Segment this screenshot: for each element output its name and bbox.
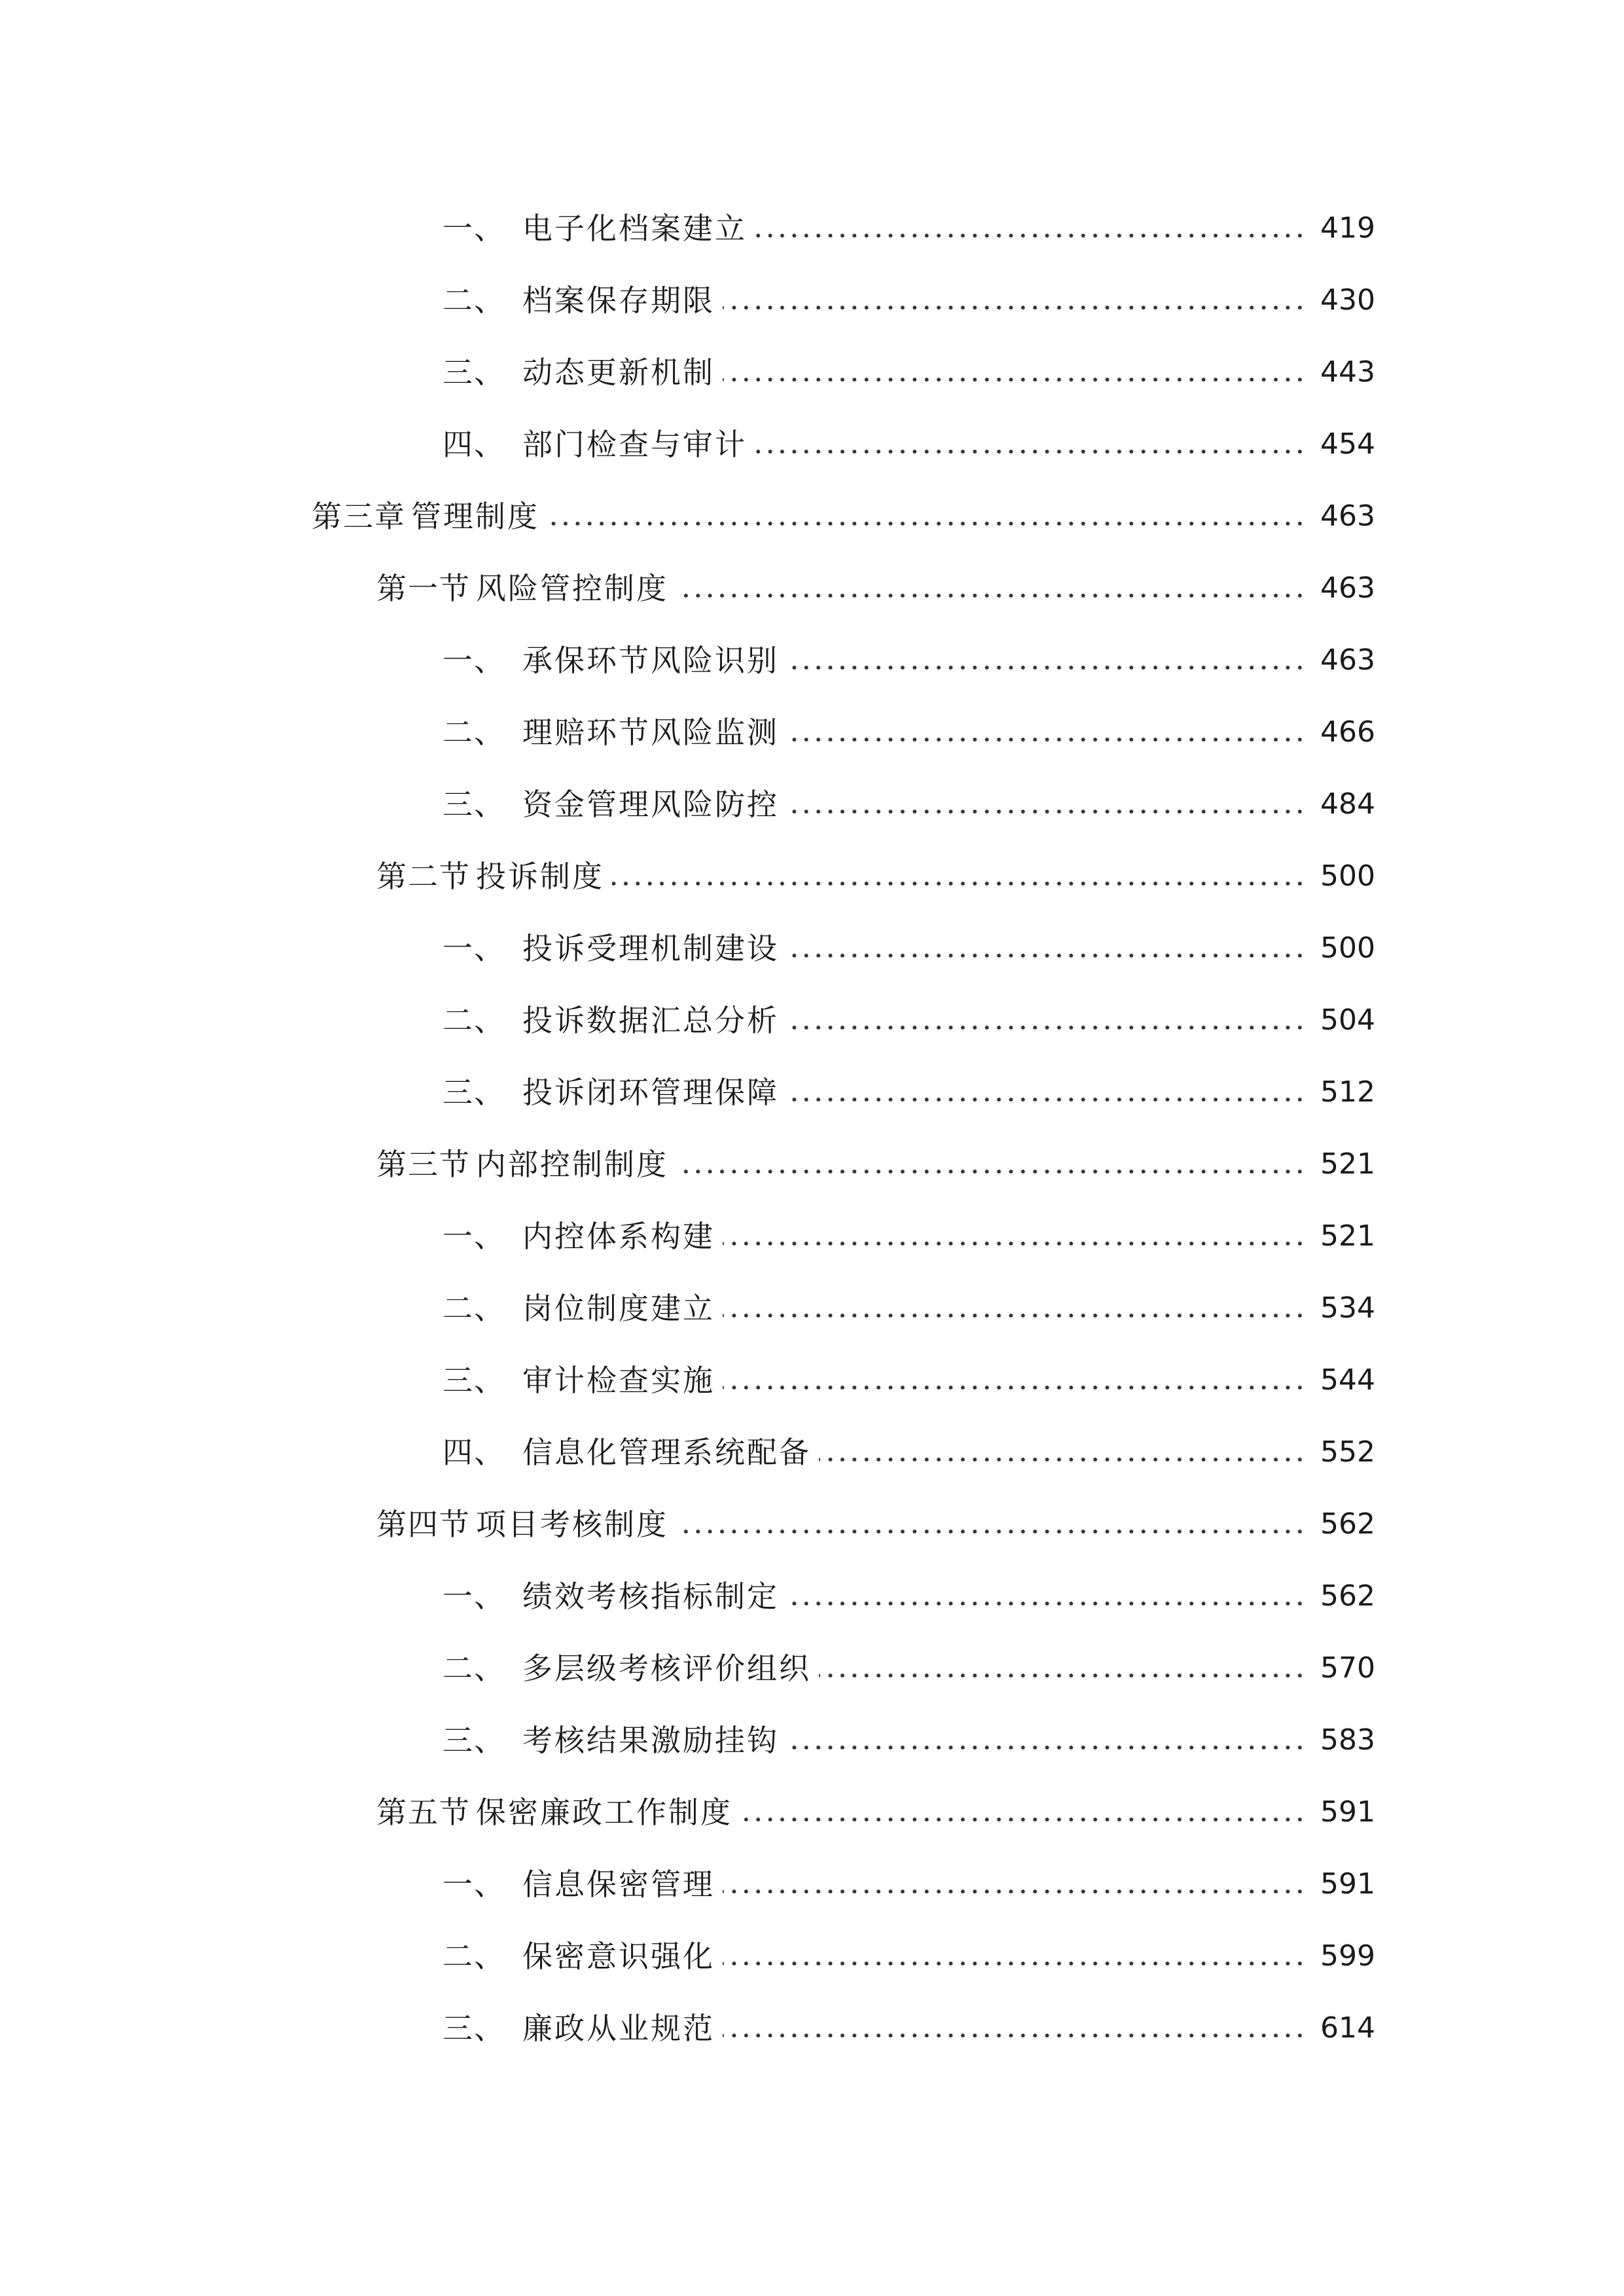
dot-leader (787, 664, 1306, 671)
toc-entry[interactable] (442, 346, 1375, 399)
dot-leader (787, 952, 1306, 959)
toc-entry-title: 岗位制度建立 (522, 1291, 715, 1326)
toc-entry-title: 管理制度 (411, 499, 539, 534)
toc-entry-page: 430 (1320, 283, 1375, 317)
toc-chapter-entry[interactable] (312, 490, 1375, 543)
toc-entry-title: 信息保密管理 (522, 1867, 715, 1902)
toc-entry-number: 第五节 (376, 1795, 471, 1830)
toc-entry-page: 500 (1320, 859, 1375, 893)
toc-entry-title: 承保环节风险识别 (522, 643, 779, 678)
toc-entry-number: 二、 (442, 1939, 505, 1974)
toc-entry-page: 552 (1320, 1435, 1375, 1469)
toc-entry-page: 463 (1320, 571, 1375, 605)
toc-entry-page: 614 (1320, 2011, 1375, 2045)
toc-entry-page: 466 (1320, 715, 1375, 749)
toc-entry[interactable] (442, 778, 1375, 831)
dot-leader (547, 520, 1306, 527)
toc-entry[interactable] (442, 706, 1375, 759)
dot-leader (612, 880, 1306, 887)
toc-entry-page: 504 (1320, 1003, 1375, 1037)
toc-entry-page: 599 (1320, 1939, 1375, 1973)
dot-leader (723, 1384, 1306, 1391)
toc-entry-page: 463 (1320, 643, 1375, 677)
toc-entry-title: 内部控制制度 (476, 1147, 668, 1182)
toc-entry-page: 591 (1320, 1795, 1375, 1829)
toc-entry-page: 562 (1320, 1579, 1375, 1613)
toc-entry-number: 三、 (442, 1363, 505, 1398)
dot-leader (723, 1960, 1306, 1967)
dot-leader (787, 1600, 1306, 1607)
toc-entry[interactable] (442, 202, 1375, 255)
toc-entry-title: 投诉数据汇总分析 (522, 1003, 779, 1038)
toc-entry-number: 二、 (442, 1651, 505, 1686)
toc-entry[interactable] (442, 1570, 1375, 1623)
toc-section-entry[interactable] (376, 1786, 1375, 1839)
toc-entry-page: 454 (1320, 427, 1375, 461)
toc-entry-number: 一、 (442, 211, 505, 246)
dot-leader (819, 1456, 1306, 1463)
dot-leader (723, 1240, 1306, 1247)
dot-leader (787, 736, 1306, 743)
toc-entry-number: 一、 (442, 643, 505, 678)
toc-entry[interactable] (442, 922, 1375, 975)
toc-entry-number: 二、 (442, 283, 505, 318)
toc-entry-number: 一、 (442, 931, 505, 966)
toc-entry-page: 562 (1320, 1507, 1375, 1541)
toc-entry-page: 544 (1320, 1363, 1375, 1397)
toc-entry-page: 500 (1320, 931, 1375, 965)
toc-entry-title: 考核结果激励挂钩 (522, 1723, 779, 1758)
dot-leader (723, 304, 1306, 311)
dot-leader (787, 1744, 1306, 1751)
toc-entry-title: 投诉制度 (476, 859, 604, 894)
toc-entry-title: 电子化档案建立 (522, 211, 747, 246)
dot-leader (676, 1168, 1306, 1175)
toc-entry-page: 521 (1320, 1147, 1375, 1181)
toc-section-entry[interactable] (376, 1138, 1375, 1191)
dot-leader (755, 448, 1306, 455)
toc-entry-number: 二、 (442, 1003, 505, 1038)
toc-entry[interactable] (442, 418, 1375, 471)
dot-leader (676, 592, 1306, 599)
toc-entry[interactable] (442, 1426, 1375, 1479)
toc-entry-title: 内控体系构建 (522, 1219, 715, 1254)
dot-leader (676, 1528, 1306, 1535)
toc-entry-number: 一、 (442, 1219, 505, 1254)
toc-entry-title: 动态更新机制 (522, 355, 715, 390)
toc-entry[interactable] (442, 994, 1375, 1047)
toc-entry-number: 三、 (442, 2011, 505, 2046)
toc-entry-page: 484 (1320, 787, 1375, 821)
toc-entry-page: 521 (1320, 1219, 1375, 1253)
toc-entry-number: 四、 (442, 1435, 505, 1470)
toc-entry-title: 信息化管理系统配备 (522, 1435, 811, 1470)
dot-leader (787, 1024, 1306, 1031)
toc-entry[interactable] (442, 634, 1375, 687)
toc-entry-number: 第二节 (376, 859, 471, 894)
toc-entry[interactable] (442, 1930, 1375, 1982)
toc-entry-number: 一、 (442, 1867, 505, 1902)
toc-entry-title: 项目考核制度 (476, 1507, 668, 1542)
toc-entry-title: 绩效考核指标制定 (522, 1579, 779, 1614)
toc-entry-title: 部门检查与审计 (522, 427, 747, 462)
dot-leader (740, 1816, 1306, 1823)
toc-entry-number: 三、 (442, 355, 505, 390)
toc-entry[interactable] (442, 1282, 1375, 1335)
dot-leader (787, 808, 1306, 815)
toc-entry-page: 570 (1320, 1651, 1375, 1685)
toc-entry-number: 第一节 (376, 571, 471, 606)
dot-leader (723, 1312, 1306, 1319)
toc-entry-number: 三、 (442, 1723, 505, 1758)
toc-entry-title: 保密意识强化 (522, 1939, 715, 1974)
toc-entry-title: 廉政从业规范 (522, 2011, 715, 2046)
dot-leader (723, 2032, 1306, 2039)
toc-entry[interactable] (442, 1714, 1375, 1767)
toc-entry[interactable] (442, 2002, 1375, 2054)
toc-entry-page: 591 (1320, 1867, 1375, 1901)
toc-entry-title: 多层级考核评价组织 (522, 1651, 811, 1686)
toc-entry-page: 463 (1320, 499, 1375, 533)
toc-entry-number: 第四节 (376, 1507, 471, 1542)
toc-entry-number: 第三章 (312, 499, 406, 534)
dot-leader (819, 1672, 1306, 1679)
toc-entry[interactable] (442, 1210, 1375, 1263)
toc-entry-title: 审计检查实施 (522, 1363, 715, 1398)
toc-entry-number: 二、 (442, 715, 505, 750)
toc-entry-number: 三、 (442, 787, 505, 822)
toc-entry[interactable] (442, 1642, 1375, 1695)
toc-entry-title: 资金管理风险防控 (522, 787, 779, 822)
toc-entry-title: 投诉受理机制建设 (522, 931, 779, 966)
toc-entry-title: 档案保存期限 (522, 283, 715, 318)
toc-entry[interactable] (442, 274, 1375, 327)
toc-entry[interactable] (442, 1858, 1375, 1910)
toc-entry[interactable] (442, 1354, 1375, 1407)
toc-entry-number: 三、 (442, 1075, 505, 1110)
toc-entry-number: 二、 (442, 1291, 505, 1326)
toc-section-entry[interactable] (376, 850, 1375, 903)
toc-entry-title: 保密廉政工作制度 (476, 1795, 732, 1830)
toc-entry-title: 风险管控制度 (476, 571, 668, 606)
dot-leader (787, 1096, 1306, 1103)
toc-entry-number: 四、 (442, 427, 505, 462)
toc-section-entry[interactable] (376, 1498, 1375, 1551)
dot-leader (723, 376, 1306, 383)
dot-leader (723, 1888, 1306, 1895)
toc-entry-page: 443 (1320, 355, 1375, 389)
toc-entry-page: 419 (1320, 211, 1375, 245)
toc-entry-title: 投诉闭环管理保障 (522, 1075, 779, 1110)
toc-entry[interactable] (442, 1066, 1375, 1119)
toc-entry-number: 第三节 (376, 1147, 471, 1182)
toc-entry-title: 理赔环节风险监测 (522, 715, 779, 750)
toc-entry-page: 512 (1320, 1075, 1375, 1109)
toc-entry-page: 534 (1320, 1291, 1375, 1325)
toc-entry-number: 一、 (442, 1579, 505, 1614)
dot-leader (755, 232, 1306, 239)
toc-entry-page: 583 (1320, 1723, 1375, 1757)
toc-section-entry[interactable] (376, 562, 1375, 615)
